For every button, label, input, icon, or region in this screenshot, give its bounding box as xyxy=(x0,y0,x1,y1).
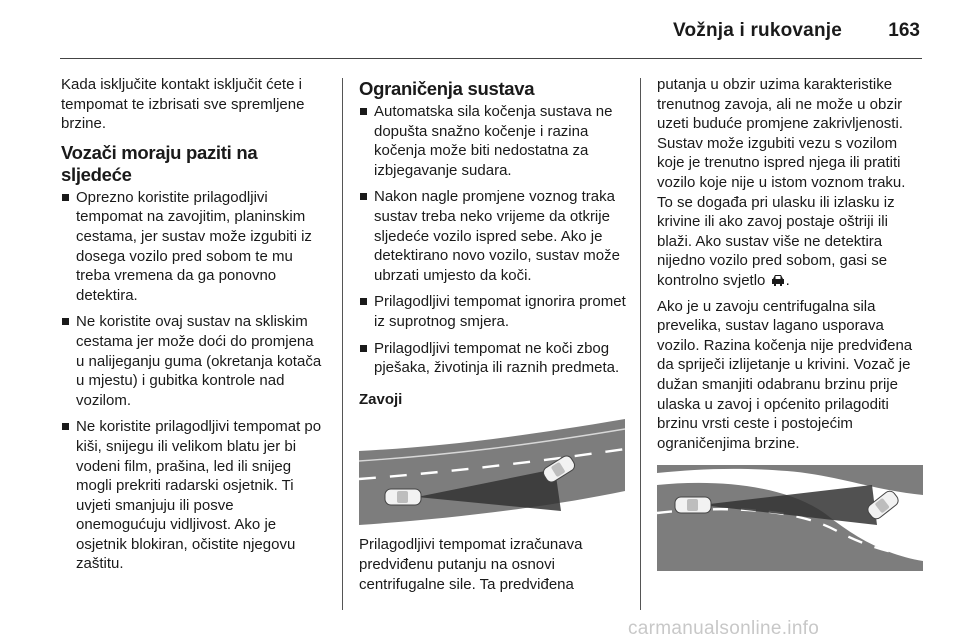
prediction-paragraph: putanja u obzir uzima karakteristike trenutnog zavoja, ali ne može u obzir uzeti buduće promjene zakrivljenosti. Sustav može izgubiti vezu s vozilom koje je trenutno ispred njega ili pratiti vozilo koje nije u istom voznom traku. To se događa pri ulasku ili izlasku iz krivine ili ako zavoj postaje oštriji ili blaži. Ako sustav više ne detektira nijedno vozilo pred sobom, gasi se kontrolno svjetlo . xyxy=(657,76,906,289)
list-item: Oprezno koristite prilagodljivi tempomat na zavojitim, planinskim cestama, jer sustav može izgubiti iz dosega vozilo pred sobom te mu treba vremena da ga ponovno detektira. xyxy=(61,188,326,306)
curves-paragraph: Prilagodljivi tempomat izračunava predviđenu putanju na osnovi centrifugalne sile. Ta predviđena xyxy=(359,536,583,593)
header-rule xyxy=(60,58,922,59)
column-divider-1 xyxy=(342,78,343,610)
bullet-icon xyxy=(62,194,69,201)
list-item: Automatska sila kočenja sustava ne dopušta snažno kočenje i razina kočenja može biti nedostatna za izbjegavanje sudara. xyxy=(359,102,627,180)
list-item: Nakon nagle promjene voznog traka sustav treba neko vrijeme da otkrije sljedeće vozilo ispred sebe. Ako je detektirano novo vozilo, sustav može ubrzati umjesto da koči. xyxy=(359,187,627,285)
bullet-icon xyxy=(360,298,367,305)
bullet-icon xyxy=(62,318,69,325)
bullet-icon xyxy=(62,423,69,430)
driver-caution-heading: Vozači moraju paziti na sljedeće xyxy=(61,141,258,185)
chapter-title: Vožnja i rukovanje xyxy=(672,20,842,41)
page-number: 163 xyxy=(888,20,920,41)
curve-illustration-1 xyxy=(359,419,625,525)
curves-heading: Zavoji xyxy=(359,390,403,408)
bullet-icon xyxy=(360,108,367,115)
list-item: Prilagodljivi tempomat ne koči zbog pješaka, životinja ili raznih predmeta. xyxy=(359,339,627,378)
curve-illustration-2 xyxy=(657,465,923,571)
own-car-icon-2 xyxy=(675,497,711,513)
column-divider-2 xyxy=(640,78,641,610)
column-1 xyxy=(61,75,326,581)
column-2 xyxy=(359,75,627,600)
intro-paragraph: Kada isključite kontakt isključit ćete i tempomat te izbrisati sve spremljene brzine. xyxy=(61,76,305,133)
list-item: Ne koristite ovaj sustav na skliskim cestama jer može doći do promjena u nalijeganju guma (okretanja kotača u mjestu) i gubitka kontrole nad vozilom. xyxy=(61,312,326,410)
driver-caution-list xyxy=(61,188,326,574)
bullet-icon xyxy=(360,345,367,352)
system-limits-heading: Ograničenja sustava xyxy=(359,78,535,99)
list-item: Prilagodljivi tempomat ignorira promet iz suprotnog smjera. xyxy=(359,292,627,331)
bullet-icon xyxy=(360,193,367,200)
page-header xyxy=(0,0,960,58)
column-3 xyxy=(657,75,925,581)
system-limits-list xyxy=(359,102,627,378)
own-car-icon xyxy=(385,489,421,505)
list-item: Ne koristite prilagodljivi tempomat po kiši, snijegu ili velikom blatu jer bi vodeni film, prašina, led ili snijeg mogli prekriti radarski osjetnik. Ti uvjeti smanjuju ili posve onemogućuju vidljivost. Ako je osjetnik blokiran, očistite njegovu zaštitu. xyxy=(61,417,326,574)
centrifugal-paragraph: Ako je u zavoju centrifugalna sila prevelika, sustav lagano usporava vozilo. Razina kočenja nije predviđena da spriječi izlijetanje u krivini. Vozač je dužan smanjiti odabranu brzinu prije ulaska u zavoj i općenito prilagoditi brzinu vrsti ceste i postojećim ograničenjima brzine. xyxy=(657,297,913,452)
watermark: carmanualsonline.info xyxy=(628,618,820,639)
vehicle-ahead-indicator-icon xyxy=(770,273,786,287)
